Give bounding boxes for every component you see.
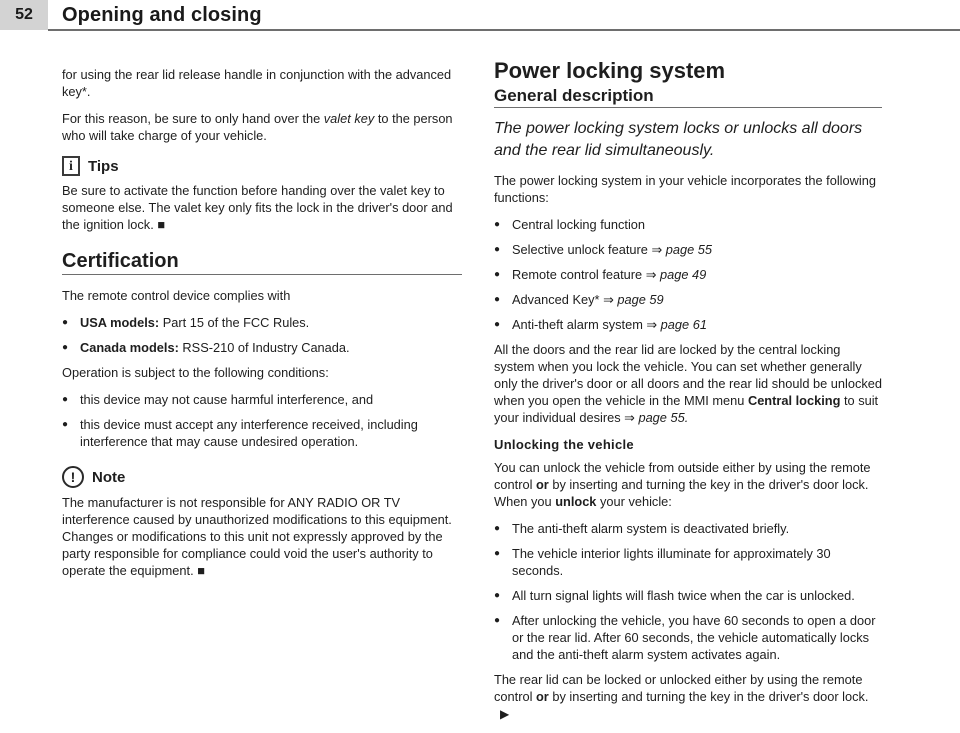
tips-label: Tips (88, 157, 119, 175)
conditions-intro: Operation is subject to the following conditions: (62, 365, 329, 380)
list-item: ● The anti-theft alarm system is deactivated briefly. (494, 520, 882, 537)
page-reference-link[interactable]: ⇒ page 61 (646, 317, 707, 332)
valet-paragraph: For this reason, be sure to only hand over the valet key to the person who will take charge of your vehicle. (62, 111, 453, 143)
list-item: ● The vehicle interior lights illuminate for approximately 30 seconds. (494, 545, 882, 579)
list-item: ● Selective unlock feature ⇒ page 55 (494, 241, 882, 258)
left-column (62, 66, 462, 589)
tips-text: Be sure to activate the function before handing over the valet key to someone else. The valet key only fits the lock in the driver's door and the ignition lock. ■ (62, 183, 453, 232)
page-reference-link[interactable]: ⇒ page 49 (645, 267, 707, 282)
end-mark: ■ (197, 563, 205, 578)
list-item: ● Canada models: RSS-210 of Industry Canada. (62, 339, 462, 356)
header-rule (48, 29, 960, 31)
page-header (0, 0, 960, 40)
central-locking-term: Central locking (747, 393, 841, 408)
list-item: ● USA models: Part 15 of the FCC Rules. (62, 314, 462, 331)
list-item: ● After unlocking the vehicle, you have 60 seconds to open a door or the rear lid. After 60 seconds, the vehicle automatically locks and the anti-theft alarm system activates again. (494, 612, 882, 663)
end-mark: ■ (157, 217, 166, 232)
note-callout (62, 466, 462, 488)
lead-text: The power locking system locks or unlocks all doors and the rear lid simultaneously. (494, 120, 863, 159)
list-item: ● All turn signal lights will flash twice when the car is unlocked. (494, 587, 882, 604)
unlocking-paragraph: You can unlock the vehicle from outside either by using the remote control or by inserting and turning the key in the driver's door lock. When you unlock your vehicle: (494, 460, 871, 509)
list-item: ● this device may not cause harmful interference, and (62, 391, 462, 408)
note-label: Note (92, 468, 126, 486)
list-item: ● Advanced Key* ⇒ page 59 (494, 291, 882, 308)
page-number: 52 (0, 0, 48, 30)
note-text: The manufacturer is not responsible for ANY RADIO OR TV interference caused by unauthorized modifications to this equipment. Changes or modifications to this unit not expressly approved by the party responsible for compliance could void the user's authority to operate the equipment. ■ (62, 495, 452, 578)
main-heading: Power locking system (494, 58, 726, 83)
tips-callout (62, 156, 462, 176)
page-reference-link[interactable]: ⇒ page 55. (624, 410, 689, 425)
continue-arrow-icon: ▶ (500, 707, 510, 721)
info-icon: i (62, 156, 80, 176)
functions-intro: The power locking system in your vehicle incorporates the following functions: (494, 173, 876, 205)
list-item: ● Remote control feature ⇒ page 49 (494, 266, 882, 283)
caution-icon: ! (62, 466, 84, 488)
list-item: ● Central locking function (494, 216, 882, 233)
page-reference-link[interactable]: ⇒ page 59 (603, 292, 664, 307)
sub-heading: General description (494, 87, 882, 108)
cert-intro: The remote control device complies with (62, 288, 291, 303)
rear-lid-paragraph: The rear lid can be locked or unlocked either by using the remote control or by inserting and turning the key in the driver's door lock.▶ (494, 672, 869, 721)
central-locking-paragraph: All the doors and the rear lid are locked by the central locking system when you lock the vehicle. You can set whether generally only the driver's door or all doors and the rear lid should be unlocked when you open the vehicle in the MMI menu Central locking to suit your individual desires ⇒ page 55. (494, 342, 882, 425)
page-reference-link[interactable]: ⇒ page 55 (651, 242, 712, 257)
unlocking-heading: Unlocking the vehicle (494, 437, 634, 452)
list-item: ● this device must accept any interference received, including interference that may cause undesired operation. (62, 416, 462, 450)
section-title: Opening and closing (62, 4, 262, 26)
valet-key-term: valet key (323, 111, 375, 126)
list-item: ● Anti-theft alarm system ⇒ page 61 (494, 316, 882, 333)
right-column (494, 58, 882, 733)
intro-paragraph: for using the rear lid release handle in conjunction with the advanced key*. (62, 67, 452, 99)
certification-heading: Certification (62, 253, 462, 275)
